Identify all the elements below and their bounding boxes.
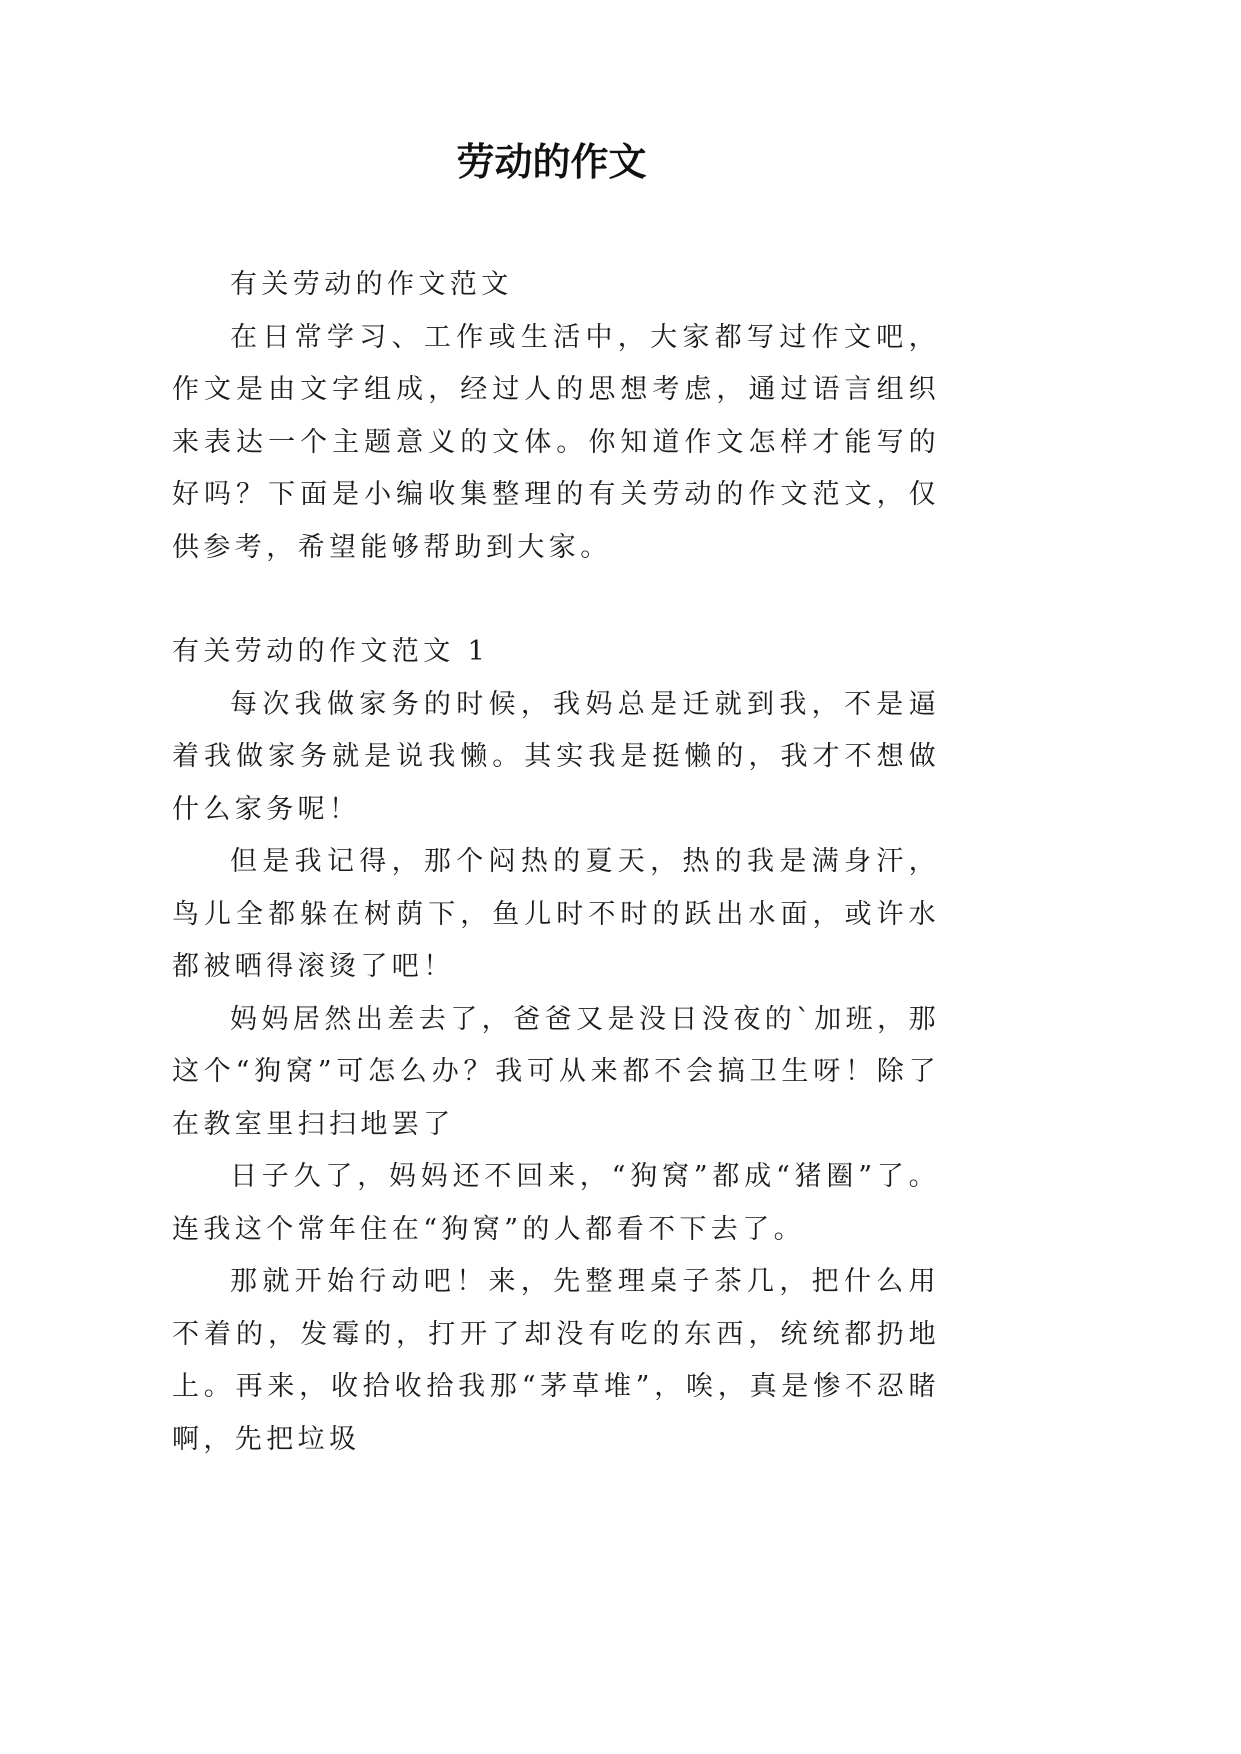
body-paragraph: 但是我记得，那个闷热的夏天，热的我是满身汗，鸟儿全都躲在树荫下，鱼儿时不时的跃出水面，或许水都被晒得滚烫了吧！ <box>172 846 940 982</box>
body-paragraph: 妈妈居然出差去了，爸爸又是没日没夜的`加班，那这个“狗窝”可怎么办？我可从来都不会搞卫生呀！除了在教室里扫扫地罢了 <box>172 1003 940 1140</box>
section-heading: 有关劳动的作文范文 1 <box>172 636 490 667</box>
body-paragraph: 日子久了，妈妈还不回来，“狗窝”都成“猪圈”了。连我这个常年住在“狗窝”的人都看不下去了。 <box>172 1161 940 1245</box>
body-paragraph: 每次我做家务的时候，我妈总是迁就到我，不是逼着我做家务就是说我懒。其实我是挺懒的，我才不想做什么家务呢！ <box>172 688 940 825</box>
document-title: 劳动的作文 <box>456 139 647 184</box>
body-paragraph: 那就开始行动吧！来，先整理桌子茶几，把什么用不着的，发霉的，打开了却没有吃的东西，统统都扔地上。再来，收拾收拾我那“茅草堆”，唉，真是惨不忍睹啊，先把垃圾 <box>172 1266 940 1455</box>
intro-paragraph: 在日常学习、工作或生活中，大家都写过作文吧，作文是由文字组成，经过人的思想考虑，通过语言组织来表达一个主题意义的文体。你知道作文怎样才能写的好吗？下面是小编收集整理的有关劳动的作文范文，仅供参考，希望能够帮助到大家。 <box>172 321 940 563</box>
section-spacer <box>172 574 940 626</box>
intro-heading: 有关劳动的作文范文 <box>230 269 513 300</box>
document-body <box>172 259 940 1466</box>
